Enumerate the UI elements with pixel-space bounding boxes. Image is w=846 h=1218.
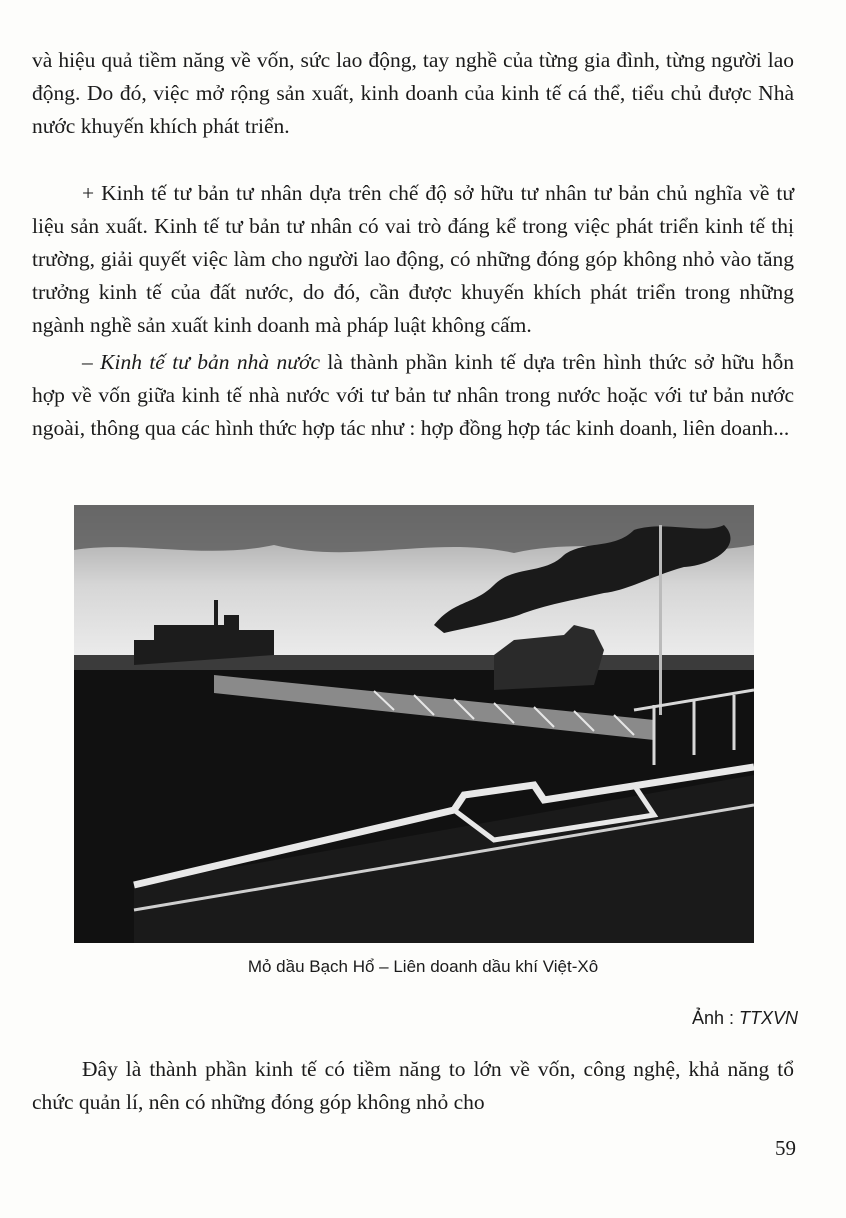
photo-caption: Mỏ dầu Bạch Hổ – Liên doanh dầu khí Việt-Xô bbox=[247, 957, 599, 976]
paragraph-state-capitalist-economy bbox=[32, 346, 794, 445]
oil-platform-illustration bbox=[74, 505, 754, 943]
oil-field-photo bbox=[74, 505, 754, 943]
dash-prefix: – bbox=[82, 350, 101, 374]
term-state-capitalism: Kinh tế tư bản nhà nước bbox=[100, 350, 321, 374]
paragraph-private-capitalist-economy: + Kinh tế tư bản tư nhân dựa trên chế độ sở hữu tư nhân tư bản chủ nghĩa về tư liệu sản xuất. Kinh tế tư bản tư nhân có vai trò đáng kể trong việc phát triển kinh tế thị trường, giải quyết việc làm cho người lao động, có những đóng góp không nhỏ vào tăng trưởng kinh tế của đất nước, do đó, cần được khuyến khích phát triển trong những ngành nghề sản xuất kinh doanh mà pháp luật không cấm. bbox=[32, 181, 794, 337]
paragraph-continuation: và hiệu quả tiềm năng về vốn, sức lao động, tay nghề của từng gia đình, từng người lao động. Do đó, việc mở rộng sản xuất, kinh doanh của kinh tế cá thể, tiểu chủ được Nhà nước khuyến khích phát triển. bbox=[32, 48, 794, 138]
paragraph-state-capitalism-contribution: Đây là thành phần kinh tế có tiềm năng to lớn về vốn, công nghệ, khả năng tổ chức quản lí, nên có những đóng góp không nhỏ cho bbox=[32, 1057, 794, 1114]
paragraph-body: là thành phần kinh tế dựa trên hình thức sở hữu hỗn hợp về vốn giữa kinh tế nhà nước với tư bản tư nhân trong nước hoặc với tư bản nước ngoài, thông qua các hình thức hợp tác như : hợp đồng hợp tác kinh doanh, liên doanh... bbox=[32, 350, 794, 440]
credit-source: TTXVN bbox=[738, 1008, 798, 1028]
photo-credit bbox=[692, 1008, 798, 1029]
credit-label: Ảnh : bbox=[691, 1008, 739, 1028]
page-number: 59 bbox=[775, 1136, 796, 1160]
